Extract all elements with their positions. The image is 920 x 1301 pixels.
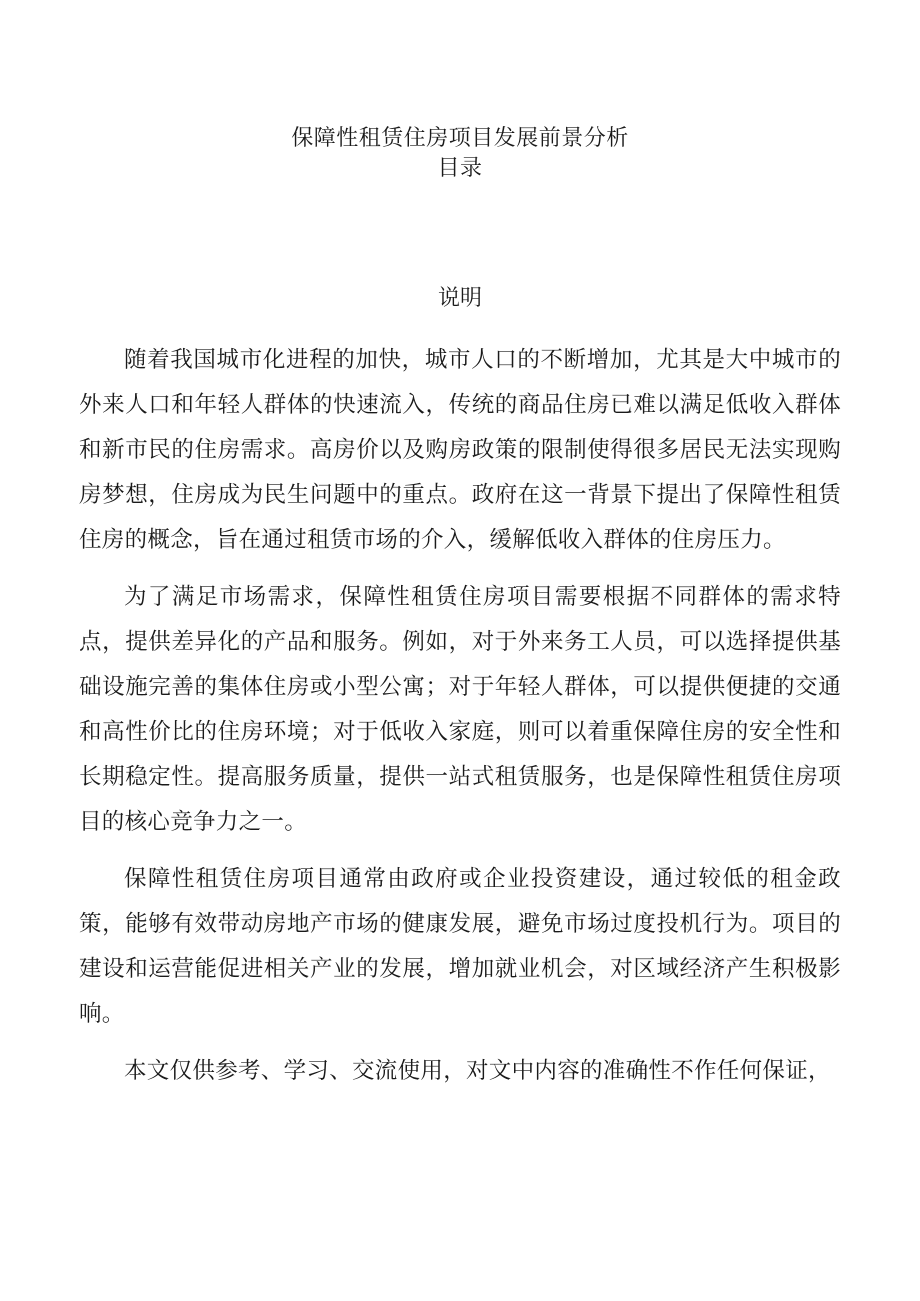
paragraph: 本文仅供参考、学习、交流使用，对文中内容的准确性不作任何保证， (124, 1058, 831, 1084)
paragraph: 为了满足市场需求，保障性租赁住房项目需要根据不同群体的需求特点，提供差异化的产品和服务。例如，对于外来务工人员，可以选择提供基础设施完善的集体住房或小型公寓；对于年轻人群体，可以提供便捷的交通和高性价比的住房环境；对于低收入家庭，则可以着重保障住房的安全性和长期稳定性。提高服务质量，提供一站式租赁服务，也是保障性租赁住房项目的核心竞争力之一。 (79, 584, 841, 835)
body-text (79, 338, 841, 1106)
paragraph: 保障性租赁住房项目通常由政府或企业投资建设，通过较低的租金政策，能够有效带动房地产市场的健康发展，避免市场过度投机行为。项目的建设和运营能促进相关产业的发展，增加就业机会，对区域经济产生积极影响。 (79, 866, 841, 1027)
paragraph: 随着我国城市化进程的加快，城市人口的不断增加，尤其是大中城市的外来人口和年轻人群体的快速流入，传统的商品住房已难以满足低收入群体和新市民的住房需求。高房价以及购房政策的限制使得很多居民无法实现购房梦想，住房成为民生问题中的重点。政府在这一背景下提出了保障性租赁住房的概念，旨在通过租赁市场的介入，缓解低收入群体的住房压力。 (79, 347, 841, 553)
table-of-contents-heading: 目录 (437, 156, 483, 181)
section-heading: 说明 (437, 286, 482, 311)
document-title: 保障性租赁住房项目发展前景分析 (291, 126, 629, 151)
